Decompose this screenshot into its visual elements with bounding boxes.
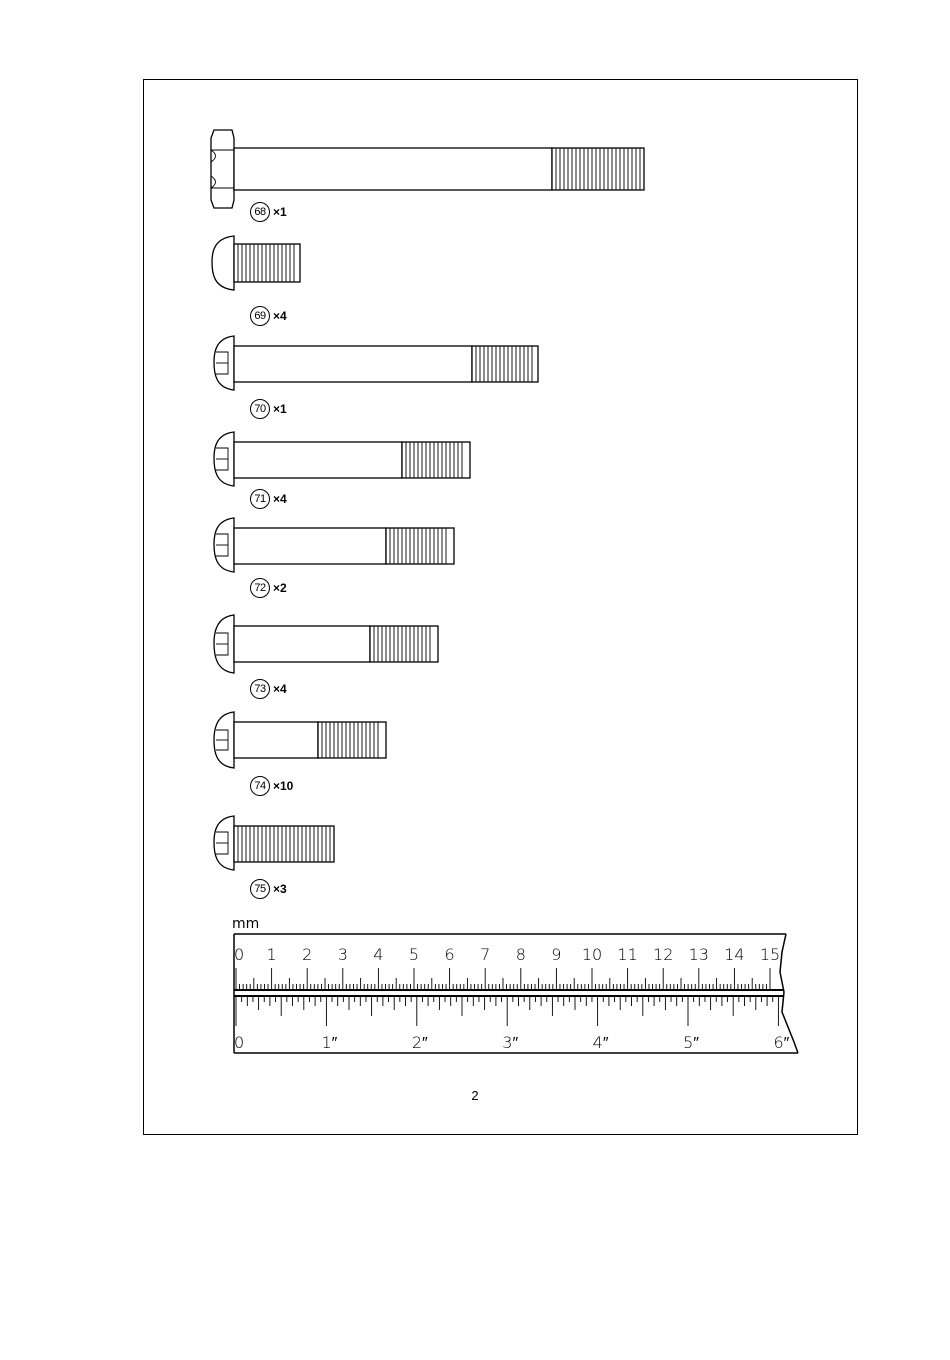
ruler-mm-labels	[234, 945, 780, 964]
ruler-mm-label: 0	[234, 945, 245, 964]
part-quantity: ×10	[273, 779, 294, 793]
ruler-mm-label: 1	[266, 945, 277, 964]
ruler-mm-label: 2	[302, 945, 313, 964]
ruler-mm-label: 11	[617, 945, 638, 964]
part-label-73	[250, 679, 287, 699]
part-number-badge: 71	[250, 489, 270, 509]
bolt-74-drawing	[212, 710, 392, 772]
part-quantity: ×1	[273, 205, 287, 219]
bolt-75-drawing	[212, 814, 340, 874]
ruler-mm-label: 6	[444, 945, 455, 964]
ruler-inch-label: 3″	[502, 1033, 519, 1052]
ruler-unit-label: mm	[232, 916, 260, 932]
ruler-mm-label: 5	[408, 945, 420, 964]
ruler-mm-label: 14	[724, 945, 745, 964]
ruler-mm-label: 13	[688, 945, 709, 964]
part-quantity: ×3	[273, 882, 287, 896]
ruler-mm-label: 4	[373, 945, 384, 964]
part-quantity: ×4	[273, 682, 287, 696]
part-quantity: ×1	[273, 402, 287, 416]
bolt-72-drawing	[212, 516, 460, 576]
page-number: 2	[471, 1088, 479, 1103]
ruler-inch-label: 6″	[773, 1033, 790, 1052]
part-label-72	[250, 578, 287, 598]
part-quantity: ×2	[273, 581, 287, 595]
ruler-inch-labels	[234, 1033, 790, 1052]
part-label-75	[250, 879, 287, 899]
part-label-71	[250, 489, 287, 509]
part-label-74	[250, 776, 293, 796]
bolt-73-drawing	[212, 613, 444, 677]
ruler-mm-label: 8	[515, 945, 526, 964]
ruler-mm-label: 3	[337, 945, 348, 964]
part-label-69	[250, 306, 287, 326]
part-quantity: ×4	[273, 309, 287, 323]
ruler-inch-label: 5″	[683, 1033, 699, 1052]
ruler-inch-label: 2″	[411, 1033, 428, 1052]
part-number-badge: 68	[250, 202, 270, 222]
part-number-badge: 74	[250, 776, 270, 796]
part-number-badge: 75	[250, 879, 270, 899]
part-number-badge: 73	[250, 679, 270, 699]
part-label-70	[250, 399, 287, 419]
part-quantity: ×4	[273, 492, 287, 506]
ruler-mm-label: 9	[551, 945, 562, 964]
part-number-badge: 70	[250, 399, 270, 419]
bolt-70-drawing	[212, 334, 544, 394]
ruler-inch-label: 4″	[592, 1033, 609, 1052]
bolt-68-drawing	[208, 128, 648, 210]
bolt-69-drawing	[210, 234, 305, 294]
ruler-mm-label: 12	[653, 945, 674, 964]
ruler-mm-label: 7	[480, 945, 491, 964]
ruler-mm-label: 10	[581, 945, 603, 964]
ruler-inch-label: 1″	[321, 1033, 338, 1052]
bolt-71-drawing	[212, 430, 476, 490]
measurement-ruler	[226, 912, 801, 1062]
ruler-inch-label: 0	[234, 1033, 245, 1052]
part-number-badge: 69	[250, 306, 270, 326]
ruler-mm-label: 15	[759, 945, 781, 964]
part-label-68	[250, 202, 287, 222]
part-number-badge: 72	[250, 578, 270, 598]
